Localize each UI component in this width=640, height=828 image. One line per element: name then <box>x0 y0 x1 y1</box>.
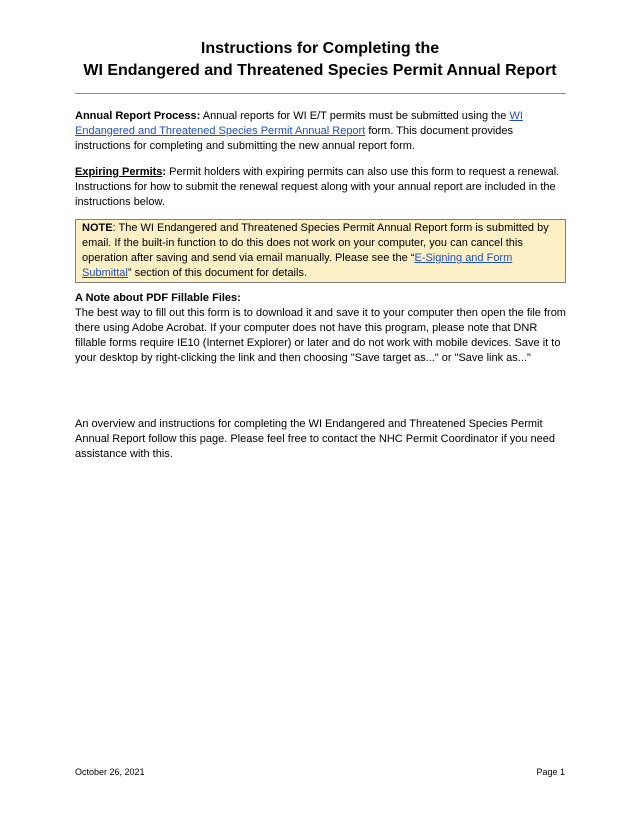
annual-report-text-before: Annual reports for WI E/T permits must be submitted using the <box>200 110 510 122</box>
annual-report-form-link[interactable]: WI Endangered and Threatened Species Permit Annual Report <box>75 110 523 137</box>
note-text-after: ” section of this document for details. <box>127 267 308 279</box>
footer-page-number: Page 1 <box>536 767 565 777</box>
expiring-permits-colon: : <box>162 166 167 178</box>
annual-report-label: Annual Report Process: <box>75 110 201 122</box>
title-divider <box>75 93 566 94</box>
page-title-line-2: WI Endangered and Threatened Species Permit Annual Report <box>83 62 557 79</box>
pdf-note-text: The best way to fill out this form is to download it and save it to your computer then open the file from there using Adobe Acrobat. If your computer does not have this program, please note that DNR fillable forms require IE10 (Internet Explorer) or later and do not work with mobile devices. Save it to your desktop by right-clicking the link and then choosing "Save target as..." or "Save link as..." <box>75 307 566 364</box>
note-text-before: : The WI Endangered and Threatened Species Permit Annual Report form is submitted by email. If the built-in function to do this does not work on your computer, you can cancel this operation after saving and send via email manually. Please see the “ <box>82 222 549 264</box>
e-signing-section-link[interactable]: E-Signing and Form Submittal <box>82 252 513 279</box>
annual-report-text-after: form. This document provides instructions for completing and submitting the new annual report form. <box>75 125 514 152</box>
annual-report-paragraph <box>75 109 566 154</box>
note-box <box>75 219 566 283</box>
expiring-permits-label: Expiring Permits <box>75 166 163 178</box>
footer-date: October 26, 2021 <box>75 767 145 777</box>
note-label: NOTE <box>82 222 113 234</box>
overview-paragraph: An overview and instructions for completing the WI Endangered and Threatened Species Permit Annual Report follow this page. Please feel free to contact the NHC Permit Coordinator if you need assistance with this. <box>75 418 555 460</box>
page-title-line-1: Instructions for Completing the <box>200 40 440 57</box>
pdf-note-section <box>75 291 566 366</box>
pdf-note-heading: A Note about PDF Fillable Files: <box>75 292 241 304</box>
expiring-permits-text: Permit holders with expiring permits can also use this form to request a renewal. Instructions for how to submit the renewal request along with your annual report are included in the instructions below. <box>75 166 560 208</box>
expiring-permits-paragraph <box>75 165 566 210</box>
